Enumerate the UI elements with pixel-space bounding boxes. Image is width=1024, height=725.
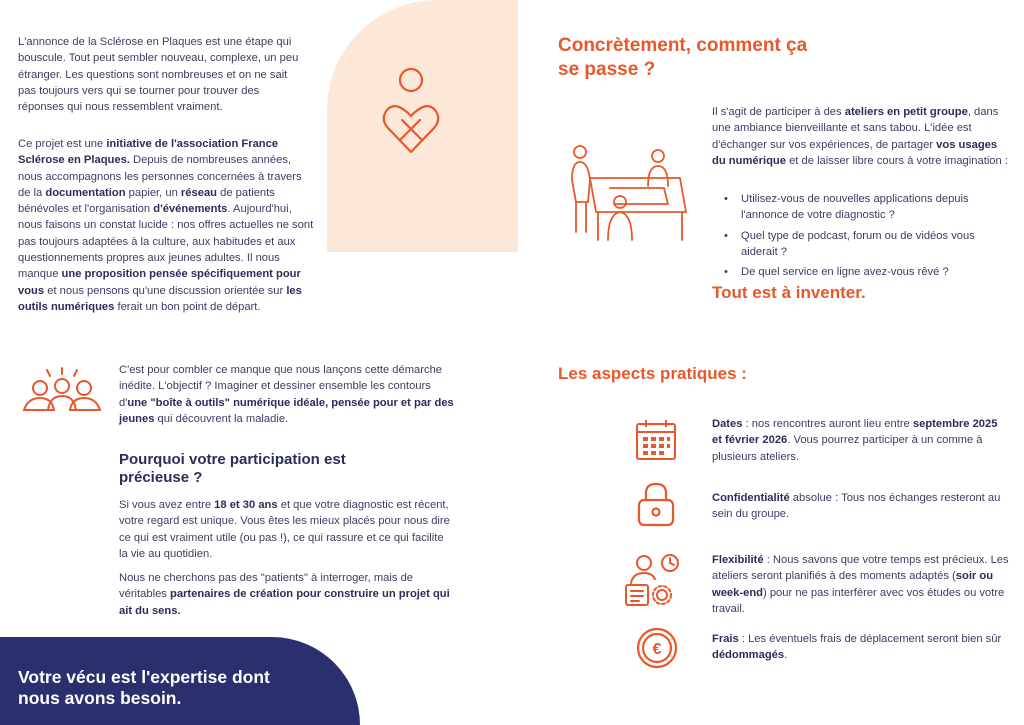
practical-item-fees: Frais : Les éventuels frais de déplacement seront bien sûr dédommagés. [712, 633, 1002, 662]
approach-paragraph: C'est pour combler ce manque que nous lançons cette démarche inédite. L'objectif ? Imaginer et dessiner ensemble les contours d'une "boîte à outils" numérique idéale, pensée pour et par des jeunes qui découvrent la maladie. [119, 364, 454, 425]
heart-icon [380, 64, 442, 169]
flexibility-icon [624, 551, 688, 612]
project-paragraph: Ce projet est une initiative de l'association France Sclérose en Plaques. Depuis de nombreuses années, nous accompagnons les personnes concernées à travers de la documentation papier, un réseau de patients bénévoles et l'organisation d'événements. Aujourd'hui, nous faisons un constat lucide : nos offres actuelles ne sont pas toujours adaptées à la culture, aux habitudes et aux questionnements propres aux jeunes adultes. Il nous manque une proposition pensée spécifiquement pour vous et nous pensons qu'une discussion orientée sur les outils numériques ferait un bon point de départ. [18, 138, 314, 313]
question-list [714, 191, 1012, 284]
practical-title: Les aspects pratiques : [558, 364, 747, 383]
svg-text:€: € [652, 641, 662, 658]
intro-paragraph: L'annonce de la Sclérose en Plaques est une étape qui bouscule. Tout peut sembler nouveau, complexe, un peu étranger. Les questions sont nombreuses et on ne sait pas toujours vers qui se tourner pour trouver des réponses qui nous ressemblent vraiment. [18, 36, 299, 114]
question-item: • Quel type de podcast, forum ou de vidéos vous aiderait ? [714, 228, 1012, 261]
euro-icon [636, 627, 678, 674]
question-item: • De quel service en ligne avez-vous rêvé ? [714, 264, 1012, 280]
why-paragraph-1: Si vous avez entre 18 et 30 ans et que votre diagnostic est récent, votre regard est unique. Vous êtes les mieux placés pour nous dire ce qui est vraiment utile (ou pas !), ce qui rassure et ce qui facilite la vie au quotidien. [119, 499, 450, 560]
workshop-paragraph: Il s'agit de participer à des ateliers en petit groupe, dans une ambiance bienveillante et sans tabou. L'idée est d'échanger sur vos expériences, de partager vos usages du numérique et de laisser libre cours à votre imagination : [712, 106, 1008, 167]
question-item: • Utilisez-vous de nouvelles applications depuis l'annonce de votre diagnostic ? [714, 191, 1012, 224]
concrete-title: Concrètement, comment ça se passe ? [558, 35, 808, 80]
banner-text: Votre vécu est l'expertise dont nous avons besoin. [18, 667, 270, 708]
why-paragraph-2: Nous ne cherchons pas des "patients" à interroger, mais de véritables partenaires de création pour construire un projet qui ait du sens. [119, 572, 450, 617]
why-title: Pourquoi votre participation est précieuse ? [119, 451, 346, 486]
invent-tagline: Tout est à inventer. [712, 283, 866, 302]
lock-icon [636, 482, 676, 533]
workshop-illustration [568, 140, 694, 249]
practical-item-dates: Dates : nos rencontres auront lieu entre septembre 2025 et février 2026. Vous pourrez participer à un comme à plusieurs ateliers. [712, 418, 998, 463]
practical-item-confidentiality: Confidentialité absolue : Tous nos échanges resteront au sein du groupe. [712, 492, 1001, 521]
group-people-icon [20, 368, 104, 419]
practical-item-flexibility: Flexibilité : Nous savons que votre temps est précieux. Les ateliers seront planifiés à des moments adaptés (soir ou week-end) pour ne pas interférer avec vos études ou votre travail. [712, 554, 1009, 615]
calendar-icon [634, 418, 678, 467]
